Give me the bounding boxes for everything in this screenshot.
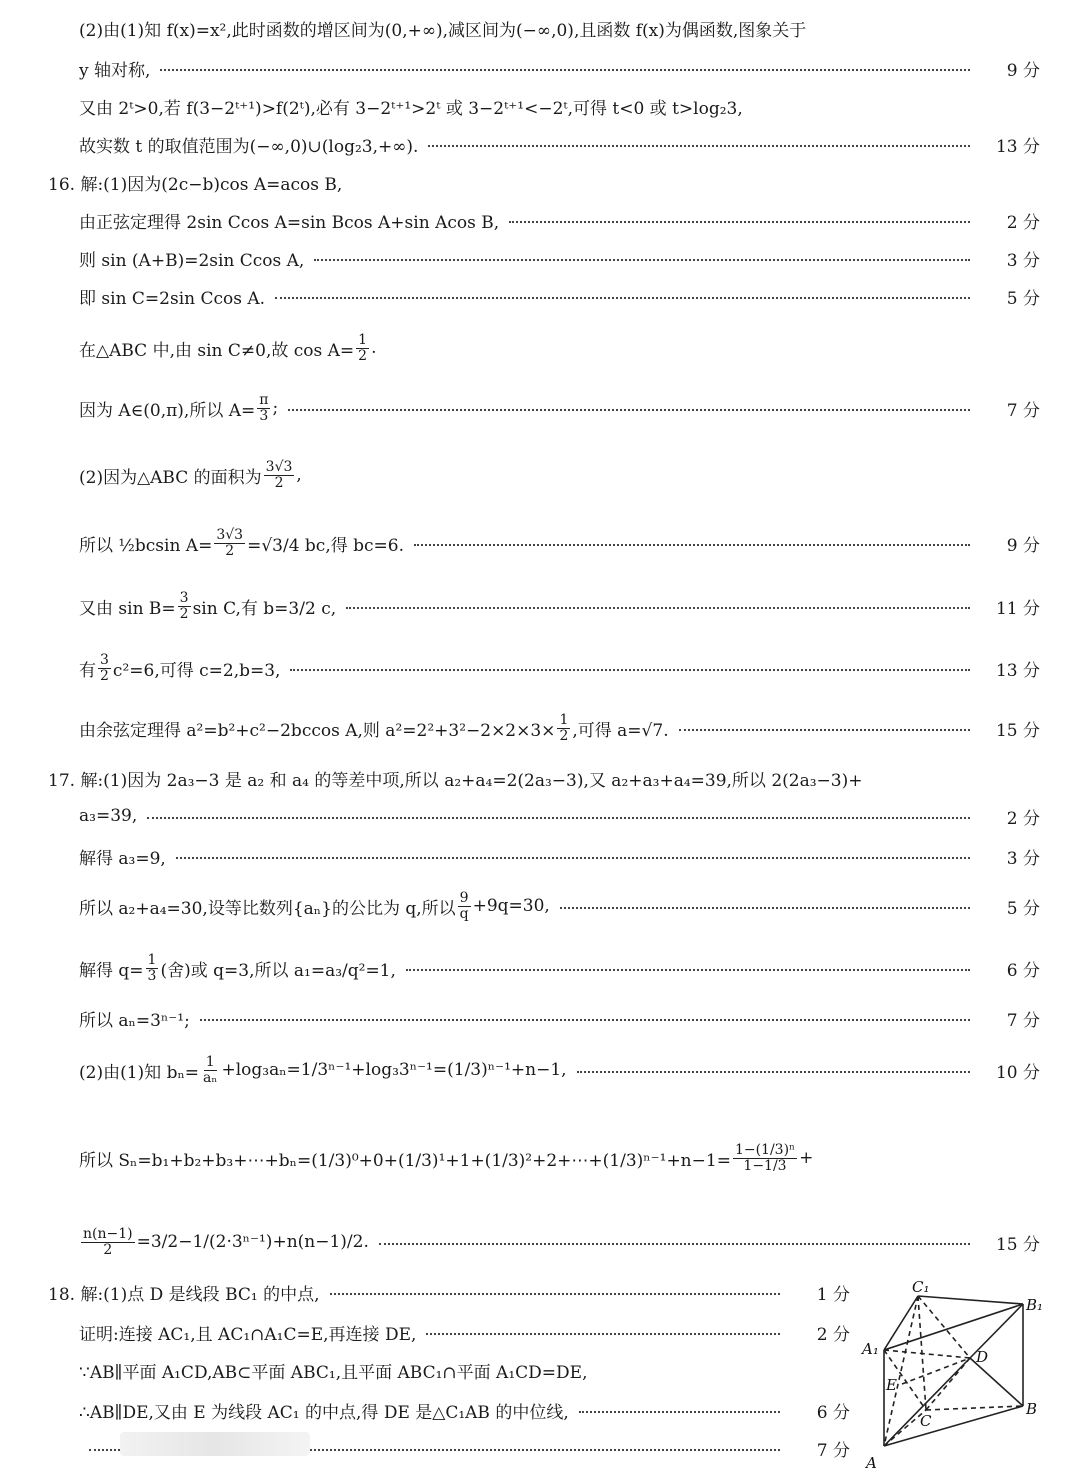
score-label: 7 分 bbox=[816, 1440, 850, 1461]
fraction bbox=[257, 393, 270, 423]
dot-leader bbox=[426, 1333, 780, 1335]
line-text-tail: (舍)或 q=3,所以 a₁=a₃/q²=1, bbox=[160, 960, 396, 981]
label-a1: A₁ bbox=[862, 1340, 879, 1358]
label-a: A bbox=[866, 1454, 877, 1472]
numerator: 3√3 bbox=[216, 526, 244, 543]
text-line bbox=[0, 328, 1086, 368]
text-line bbox=[0, 586, 1086, 626]
label-d: D bbox=[976, 1348, 989, 1366]
score-label: 13 分 bbox=[995, 136, 1040, 157]
line-text: y 轴对称, bbox=[79, 60, 151, 81]
dot-leader bbox=[314, 259, 970, 261]
line-text-tail: , bbox=[296, 465, 302, 485]
numerator: 1 bbox=[358, 331, 368, 348]
line-text: (2)由(1)知 bₙ= bbox=[79, 1062, 200, 1083]
line-text: 则 sin (A+B)=2sin Ccos A, bbox=[79, 250, 305, 271]
numerator: π bbox=[259, 391, 269, 408]
line-text: 16. 解:(1)因为(2c−b)cos A=acos B, bbox=[48, 174, 343, 195]
score-label: 6 分 bbox=[816, 1402, 850, 1423]
text-line bbox=[0, 86, 1086, 126]
line-text: 即 sin C=2sin Ccos A. bbox=[79, 288, 266, 309]
text-line bbox=[0, 455, 1086, 495]
fraction bbox=[201, 1055, 219, 1085]
text-line bbox=[0, 1222, 1086, 1262]
dot-leader bbox=[577, 1071, 970, 1073]
text-line bbox=[0, 1138, 1086, 1178]
line-text: 所以 Sₙ=b₁+b₂+b₃+⋯+bₙ=(1/3)⁰+0+(1/3)¹+1+(1/3)²+2+⋯+(1/3)ⁿ⁻¹+n−1= bbox=[79, 1150, 731, 1171]
text-line bbox=[0, 836, 1086, 876]
line-text: ∴AB∥DE,又由 E 为线段 AC₁ 的中点,得 DE 是△C₁AB 的中位线, bbox=[79, 1402, 569, 1423]
text-line bbox=[0, 1050, 1086, 1090]
line-text: 故实数 t 的取值范围为(−∞,0)∪(log₂3,+∞). bbox=[79, 136, 419, 157]
line-text: 所以 aₙ=3ⁿ⁻¹; bbox=[79, 1010, 190, 1031]
text-line bbox=[0, 238, 1086, 278]
dot-leader bbox=[176, 857, 970, 859]
numerator: 3 bbox=[100, 651, 109, 668]
text-line bbox=[0, 886, 1086, 926]
denominator: 1−1/3 bbox=[743, 1157, 787, 1174]
score-label: 9 分 bbox=[1006, 60, 1040, 81]
line-text: 又由 2ᵗ>0,若 f(3−2ᵗ⁺¹)>f(2ᵗ),必有 3−2ᵗ⁺¹>2ᵗ 或 3−2ᵗ⁺¹<−2ᵗ,可得 t<0 或 t>log₂3, bbox=[79, 98, 743, 119]
line-text-tail: c²=6,可得 c=2,b=3, bbox=[112, 660, 281, 681]
dot-leader bbox=[275, 297, 970, 299]
text-line bbox=[0, 758, 1086, 798]
numerator: 1 bbox=[147, 951, 157, 968]
text-line bbox=[0, 8, 1086, 48]
score-label: 3 分 bbox=[1006, 848, 1040, 869]
line-text: 18. 解:(1)点 D 是线段 BC₁ 的中点, bbox=[48, 1284, 320, 1305]
denominator: q bbox=[459, 905, 469, 922]
line-text-tail: + bbox=[799, 1148, 814, 1168]
dot-leader bbox=[428, 145, 970, 147]
line-text: 所以 ½bcsin A= bbox=[79, 535, 213, 556]
score-label: 6 分 bbox=[1006, 960, 1040, 981]
fraction bbox=[98, 653, 111, 683]
text-line bbox=[0, 200, 1086, 240]
dot-leader bbox=[679, 729, 970, 731]
fraction bbox=[458, 891, 471, 921]
fraction bbox=[557, 713, 570, 743]
label-c: C bbox=[920, 1412, 932, 1430]
dot-leader bbox=[200, 1019, 970, 1021]
dot-leader bbox=[330, 1293, 780, 1295]
line-text: ∵AB∥平面 A₁CD,AB⊂平面 ABC₁,且平面 ABC₁∩平面 A₁CD=DE, bbox=[79, 1362, 588, 1383]
line-text: 17. 解:(1)因为 2a₃−3 是 a₂ 和 a₄ 的等差中项,所以 a₂+a₄=2(2a₃−3),又 a₂+a₃+a₄=39,所以 2(2a₃−3)+ bbox=[48, 770, 863, 791]
score-label: 3 分 bbox=[1006, 250, 1040, 271]
line-text: 有 bbox=[79, 660, 96, 681]
denominator: 3 bbox=[259, 407, 269, 424]
line-text: 因为 A∈(0,π),所以 A= bbox=[79, 400, 256, 421]
dot-leader bbox=[414, 544, 970, 546]
denominator: 2 bbox=[179, 605, 189, 622]
line-text-tail: =3/2−1/(2·3ⁿ⁻¹)+n(n−1)/2. bbox=[136, 1232, 369, 1252]
dot-leader bbox=[406, 969, 970, 971]
text-line bbox=[0, 796, 1086, 836]
numerator: 3√3 bbox=[265, 458, 293, 475]
text-line bbox=[0, 948, 1086, 988]
numerator: n(n−1) bbox=[83, 1225, 133, 1242]
score-label: 1 分 bbox=[816, 1284, 850, 1305]
denominator: 2 bbox=[225, 542, 235, 559]
line-text: 在△ABC 中,由 sin C≠0,故 cos A= bbox=[79, 340, 355, 361]
prism-figure bbox=[858, 1278, 1058, 1476]
text-line bbox=[0, 998, 1086, 1038]
label-c1: C₁ bbox=[912, 1278, 930, 1296]
dot-leader bbox=[346, 607, 970, 609]
text-line bbox=[0, 708, 1086, 748]
numerator: 9 bbox=[459, 889, 469, 906]
text-line bbox=[0, 162, 1086, 202]
score-label: 2 分 bbox=[1006, 212, 1040, 233]
denominator: 2 bbox=[100, 667, 109, 684]
blurred-watermark bbox=[120, 1432, 310, 1456]
fraction bbox=[264, 460, 295, 490]
line-text-tail: ; bbox=[272, 398, 279, 418]
line-text-tail: +9q=30, bbox=[472, 896, 550, 916]
fraction bbox=[81, 1227, 135, 1257]
text-line bbox=[0, 124, 1086, 164]
text-line bbox=[0, 388, 1086, 428]
score-label: 10 分 bbox=[995, 1062, 1040, 1083]
dot-leader bbox=[379, 1243, 970, 1245]
numerator: 1 bbox=[205, 1053, 215, 1070]
line-text: 解得 q= bbox=[79, 960, 144, 981]
score-label: 15 分 bbox=[995, 1234, 1040, 1255]
dot-leader bbox=[160, 69, 970, 71]
text-line bbox=[0, 523, 1086, 563]
line-text: 所以 a₂+a₄=30,设等比数列{aₙ}的公比为 q,所以 bbox=[79, 898, 456, 919]
denominator: 2 bbox=[274, 474, 284, 491]
line-text: (2)由(1)知 f(x)=x²,此时函数的增区间为(0,+∞),减区间为(−∞,0),且函数 f(x)为偶函数,图象关于 bbox=[79, 20, 807, 41]
score-label: 13 分 bbox=[995, 660, 1040, 681]
numerator: 1 bbox=[559, 711, 569, 728]
line-text-tail: ,可得 a=√7. bbox=[572, 720, 669, 741]
dot-leader bbox=[290, 669, 970, 671]
score-label: 2 分 bbox=[816, 1324, 850, 1345]
denominator: 2 bbox=[358, 347, 368, 364]
line-text: 由余弦定理得 a²=b²+c²−2bccos A,则 a²=2²+3²−2×2×3× bbox=[79, 720, 556, 741]
fraction bbox=[733, 1143, 797, 1173]
dot-leader bbox=[560, 907, 970, 909]
denominator: 2 bbox=[103, 1241, 113, 1258]
dot-leader bbox=[147, 817, 970, 819]
line-text: (2)因为△ABC 的面积为 bbox=[79, 467, 262, 488]
score-label: 5 分 bbox=[1006, 288, 1040, 309]
line-text-tail: +log₃aₙ=1/3ⁿ⁻¹+log₃3ⁿ⁻¹=(1/3)ⁿ⁻¹+n−1, bbox=[221, 1060, 567, 1080]
line-text: 证明:连接 AC₁,且 AC₁∩A₁C=E,再连接 DE, bbox=[79, 1324, 417, 1345]
score-label: 11 分 bbox=[995, 598, 1040, 619]
fraction bbox=[214, 528, 245, 558]
dot-leader bbox=[509, 221, 970, 223]
line-text: 解得 a₃=9, bbox=[79, 848, 166, 869]
line-text: a₃=39, bbox=[79, 806, 138, 826]
score-label: 5 分 bbox=[1006, 898, 1040, 919]
dot-leader bbox=[579, 1411, 780, 1413]
label-b1: B₁ bbox=[1026, 1296, 1044, 1314]
fraction bbox=[146, 953, 159, 983]
numerator: 3 bbox=[179, 589, 189, 606]
label-b: B bbox=[1026, 1400, 1038, 1418]
text-line bbox=[0, 48, 1086, 88]
score-label: 15 分 bbox=[995, 720, 1040, 741]
fraction bbox=[356, 333, 369, 363]
line-text: 又由 sin B= bbox=[79, 598, 176, 619]
score-label: 7 分 bbox=[1006, 1010, 1040, 1031]
denominator: 2 bbox=[559, 727, 569, 744]
numerator: 1−(1/3)ⁿ bbox=[734, 1141, 796, 1158]
line-text-tail: . bbox=[371, 338, 377, 358]
label-e: E bbox=[886, 1376, 897, 1394]
dot-leader bbox=[288, 409, 970, 411]
denominator: 3 bbox=[147, 967, 157, 984]
text-line bbox=[0, 276, 1086, 316]
line-text-tail: sin C,有 b=3/2 c, bbox=[192, 598, 337, 619]
fraction bbox=[178, 591, 191, 621]
score-label: 9 分 bbox=[1006, 535, 1040, 556]
score-label: 2 分 bbox=[1006, 808, 1040, 829]
text-line bbox=[0, 648, 1086, 688]
score-label: 7 分 bbox=[1006, 400, 1040, 421]
line-text-tail: =√3/4 bc,得 bc=6. bbox=[247, 535, 404, 556]
line-text: 由正弦定理得 2sin Ccos A=sin Bcos A+sin Acos B, bbox=[79, 212, 500, 233]
denominator: aₙ bbox=[203, 1069, 218, 1086]
